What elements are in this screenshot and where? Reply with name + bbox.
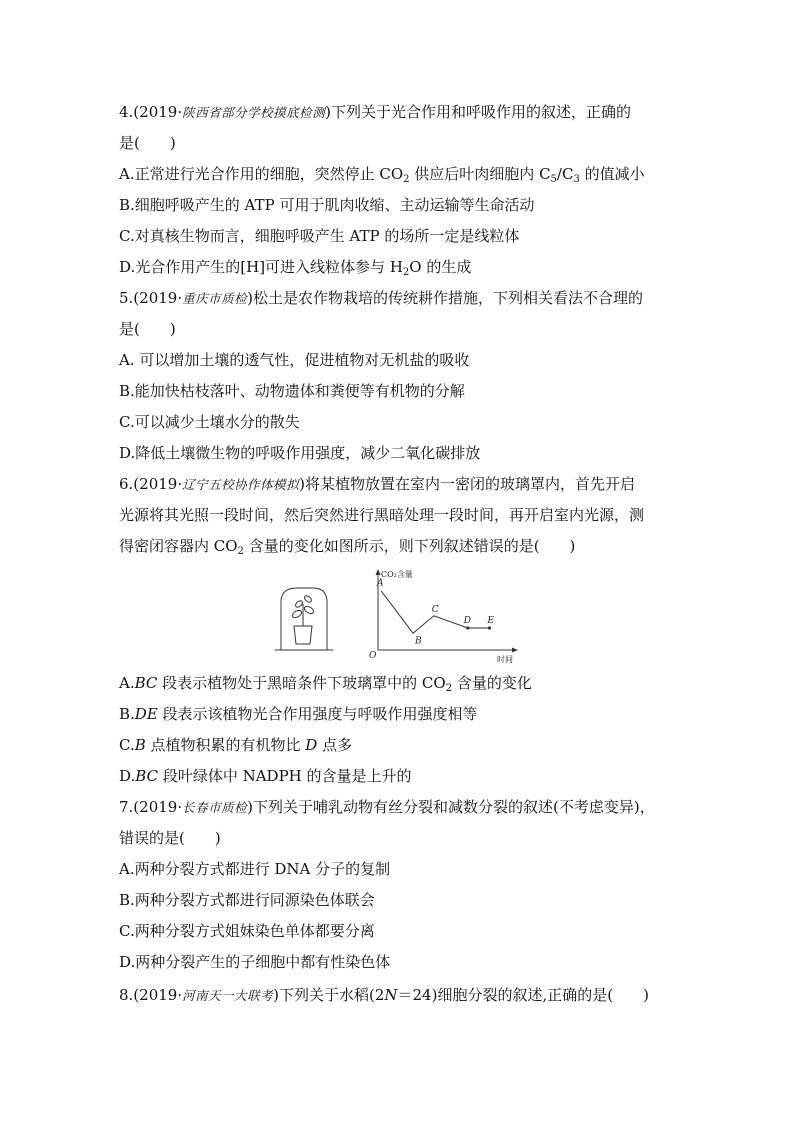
point-label-c: C [431,604,439,615]
q4-option-a: A.正常进行光合作用的细胞，突然停止 $CO_2$ 供应后叶肉细胞内 $C_5/C_3$ 的值减小 [119,165,645,185]
q6-figure [275,568,535,670]
q7-option-a: A.两种分裂方式都进行 DNA 分子的复制 [119,860,391,878]
point-label-e: E [487,615,495,626]
q4-stem: 下列关于光合作用和呼吸作用的叙述，正确的 [330,103,631,121]
q8-stem-line1: 8.(2019·河南天一大联考)下列关于水稻(2N＝24)细胞分裂的叙述,正确的是( ) [119,986,649,1004]
x-axis-arrow [512,648,518,653]
origin-label: O [369,651,377,661]
q7-option-c: C.两种分裂方式姐妹染色单体都要分离 [119,922,375,940]
q5-stem: 松土是农作物栽培的传统耕作措施，下列相关看法不合理的 [252,289,643,307]
q7-number: 7.(2019· [119,798,183,816]
q4-stem-line2: 是( ) [119,134,176,152]
point-label-a: A [377,578,384,589]
q6-option-a: A.BC 段表示植物处于黑暗条件下玻璃罩中的 $CO_2$ 含量的变化 [119,674,532,694]
q5-stem-line2: 是( ) [119,320,176,338]
bell-jar-illustration [275,588,333,650]
point-e [488,626,491,629]
q7-option-d: D.两种分裂产生的子细胞中都有性染色体 [119,953,391,971]
q6-option-b: B.DE 段表示该植物光合作用强度与呼吸作用强度相等 [119,705,478,723]
q5-number: 5.(2019· [119,289,183,307]
plant-leaf-icon [303,595,312,604]
co2-line-chart [369,569,518,664]
x-axis-label: 时间 [497,655,513,664]
q8-stem: 下列关于水稻(2 [278,986,385,1004]
q4-option-c: C.对真核生物而言，细胞呼吸产生 ATP 的场所一定是线粒体 [119,227,520,245]
flower-pot-icon [294,626,312,644]
plant-leaf-icon [294,600,303,609]
q7-stem-line2: 错误的是( ) [119,829,221,847]
q6-option-d: D.BC 段叶绿体中 NADPH 的含量是上升的 [119,767,412,785]
q5-stem-line1: 5.(2019·重庆市质检)松土是农作物栽培的传统耕作措施，下列相关看法不合理的 [119,289,643,307]
y-axis-arrow [376,569,381,575]
q4-option-d: D.光合作用产生的[H]可进入线粒体参与 $H_2O$ 的生成 [119,258,472,278]
plant-leaf-icon [291,609,303,619]
q4-stem-line1: 4.(2019·陕西省部分学校摸底检测)下列关于光合作用和呼吸作用的叙述，正确的 [119,103,631,121]
q7-option-b: B.两种分裂方式都进行同源染色体联会 [119,891,375,909]
q6-option-c: C.B 点植物积累的有机物比 D 点多 [119,736,353,754]
q6-source: 辽宁五校协作体模拟 [182,477,300,492]
q7-source: 长春市质检 [182,800,248,815]
q4-source: 陕西省部分学校摸底检测 [182,105,326,120]
point-label-d: D [463,615,471,626]
q6-number: 6.(2019· [119,475,183,493]
q6-stem-line3: 得密闭容器内 $CO_2$ 含量的变化如图所示，则下列叙述错误的是( ) [119,537,576,557]
q6-stem: 将某植物放置在室内一密闭的玻璃罩内，首先开启 [304,475,635,493]
q5-option-b: B.能加快枯枝落叶、动物遗体和粪便等有机物的分解 [119,382,465,400]
q8-number: 8.(2019· [119,986,183,1004]
q5-source: 重庆市质检 [182,291,248,306]
point-d [466,626,469,629]
q4-number: 4.(2019· [119,103,183,121]
q7-stem: 下列关于哺乳动物有丝分裂和减数分裂的叙述(不考虑变异)， [252,798,655,816]
q6-stem-line1: 6.(2019·辽宁五校协作体模拟)将某植物放置在室内一密闭的玻璃罩内，首先开启 [119,475,635,493]
q5-option-d: D.降低土壤微生物的呼吸作用强度，减少二氧化碳排放 [119,444,481,462]
q7-stem-line1: 7.(2019·长春市质检)下列关于哺乳动物有丝分裂和减数分裂的叙述(不考虑变异)， [119,798,655,816]
q8-source: 河南天一大联考 [182,988,274,1003]
point-label-b: B [415,636,422,647]
q5-option-c: C.可以减少土壤水分的散失 [119,413,300,431]
y-axis-label: CO₂含量 [381,570,413,579]
plant-leaf-icon [303,605,315,615]
q6-stem-line2: 光源将其光照一段时间，然后突然进行黑暗处理一段时间，再开启室内光源，测 [119,506,645,524]
q4-option-b: B.细胞呼吸产生的 ATP 可用于肌肉收缩、主动运输等生命活动 [119,196,535,214]
q5-option-a: A. 可以增加土壤的透气性，促进植物对无机盐的吸收 [119,351,470,369]
